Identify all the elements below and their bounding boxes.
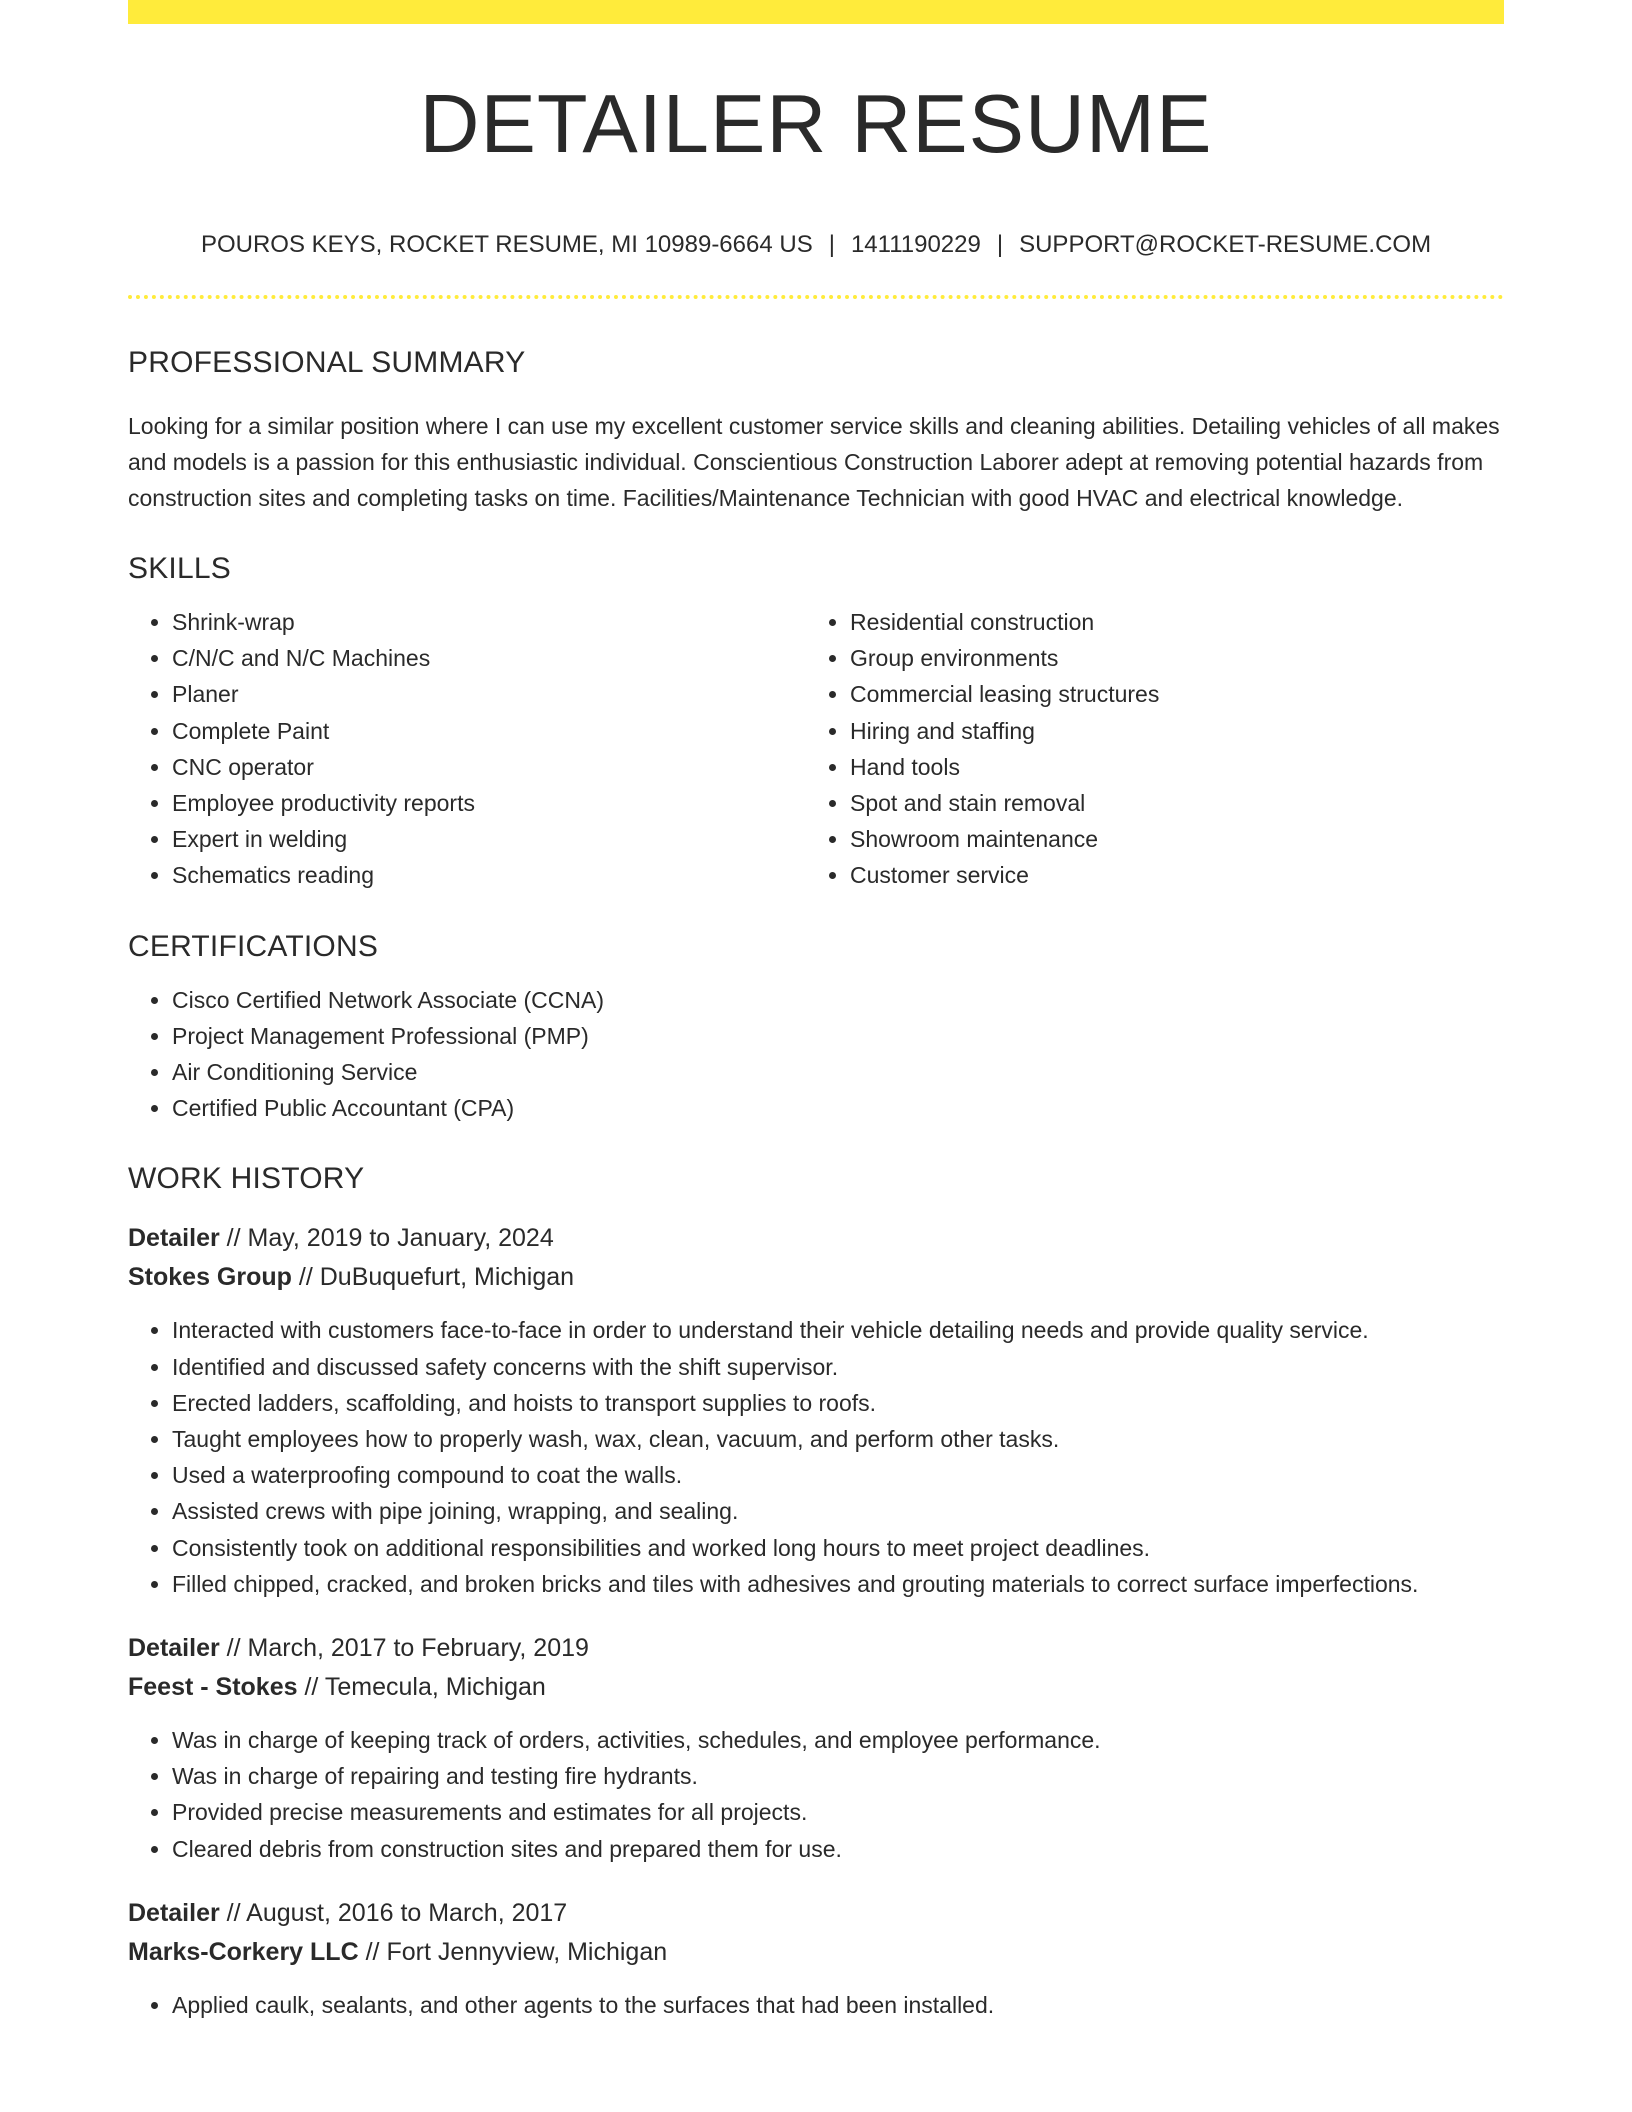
skills-list <box>128 604 1504 894</box>
job-separator: // <box>365 1937 380 1966</box>
skill-item: • Hiring and staffing <box>850 713 1484 749</box>
job-bullet: • Interacted with customers face-to-face in order to understand their vehicle detailing needs and provide quality service. <box>172 1312 1504 1348</box>
job-company-line <box>128 1937 1504 1966</box>
job-bullet: • Consistently took on additional responsibilities and worked long hours to meet project deadlines. <box>172 1530 1504 1566</box>
skill-item: • Spot and stain removal <box>850 785 1484 821</box>
resume-page <box>128 0 1504 2023</box>
skill-item: • Residential construction <box>850 604 1484 640</box>
job-company-line <box>128 1675 1504 1700</box>
job-company: Stokes Group <box>128 1263 292 1292</box>
skill-item: • Commercial leasing structures <box>850 676 1484 712</box>
job-dates: August, 2016 to March, 2017 <box>246 1898 568 1927</box>
job-bullet: • Taught employees how to properly wash, wax, clean, vacuum, and perform other tasks. <box>172 1421 1504 1457</box>
job-bullet: • Identified and discussed safety concerns with the shift supervisor. <box>172 1349 1504 1385</box>
job-bullet: • Used a waterproofing compound to coat the walls. <box>172 1457 1504 1493</box>
skill-item: • Group environments <box>850 640 1484 676</box>
skill-item: • Planer <box>172 676 806 712</box>
skill-item: • Customer service <box>850 857 1484 893</box>
skill-item: • Showroom maintenance <box>850 821 1484 857</box>
job-title: Detailer <box>128 1634 220 1663</box>
top-accent-bar <box>128 0 1504 24</box>
contact-email: SUPPORT@ROCKET-RESUME.COM <box>1019 231 1432 258</box>
skill-item: • Expert in welding <box>172 821 806 857</box>
job-bullet: • Assisted crews with pipe joining, wrapping, and sealing. <box>172 1493 1504 1529</box>
summary-heading: PROFESSIONAL SUMMARY <box>128 346 526 379</box>
skill-item: • CNC operator <box>172 749 806 785</box>
dotted-divider <box>128 295 1504 299</box>
job-bullet: • Filled chipped, cracked, and broken bricks and tiles with adhesives and grouting materials to correct surface imperfections. <box>172 1566 1504 1602</box>
skill-item: • Employee productivity reports <box>172 785 806 821</box>
job-separator: // <box>226 1224 241 1253</box>
contact-separator: | <box>996 231 1004 258</box>
job-title-line <box>128 1898 1504 1927</box>
page-title: DETAILER RESUME <box>419 77 1213 170</box>
certification-item: • Air Conditioning Service <box>172 1054 1504 1090</box>
job-bullet: • Provided precise measurements and estimates for all projects. <box>172 1794 1504 1830</box>
contact-line <box>128 233 1504 257</box>
job-separator: // <box>304 1673 319 1702</box>
job-location: DuBuquefurt, Michigan <box>319 1263 575 1292</box>
job-location: Fort Jennyview, Michigan <box>386 1937 668 1966</box>
certification-item: • Cisco Certified Network Associate (CCNA) <box>172 982 1504 1018</box>
certifications-heading: CERTIFICATIONS <box>128 929 379 963</box>
job-dates: May, 2019 to January, 2024 <box>247 1224 554 1253</box>
job-title-line <box>128 1226 1504 1251</box>
skills-column-right <box>806 604 1484 894</box>
job-bullet: • Applied caulk, sealants, and other agents to the surfaces that had been installed. <box>172 1987 1504 2023</box>
job-company: Marks-Corkery LLC <box>128 1937 359 1966</box>
job-bullet: • Was in charge of keeping track of orders, activities, schedules, and employee performance. <box>172 1722 1504 1758</box>
job-dates: March, 2017 to February, 2019 <box>247 1634 589 1663</box>
skills-heading: SKILLS <box>128 552 231 585</box>
certification-item: • Project Management Professional (PMP) <box>172 1018 1504 1054</box>
job-bullet: • Erected ladders, scaffolding, and hoists to transport supplies to roofs. <box>172 1385 1504 1421</box>
job-separator: // <box>226 1634 241 1663</box>
job-bullet: • Cleared debris from construction sites and prepared them for use. <box>172 1831 1504 1867</box>
job-bullets <box>128 1312 1504 1602</box>
job-entry <box>128 1636 1504 1867</box>
certification-item: • Certified Public Accountant (CPA) <box>172 1090 1504 1126</box>
skill-item: • C/N/C and N/C Machines <box>172 640 806 676</box>
job-bullets <box>128 1722 1504 1867</box>
job-separator: // <box>226 1898 241 1927</box>
summary-text: Looking for a similar position where I can use my excellent customer service skills and cleaning abilities. Detailing vehicles of all makes and models is a passion for this enthusiastic individual. Conscientious Construction Laborer adept at removing potential hazards from construction sites and completing tasks on time. Facilities/Maintenance Technician with good HVAC and electrical knowledge. <box>128 413 1500 511</box>
contact-phone: 1411190229 <box>850 231 981 258</box>
job-separator: // <box>298 1263 313 1292</box>
certifications-list <box>128 982 1504 1127</box>
contact-separator: | <box>828 231 835 258</box>
job-entry <box>128 1898 1504 2023</box>
contact-address: POUROS KEYS, ROCKET RESUME, MI 10989-6664 US <box>200 231 813 258</box>
job-location: Temecula, Michigan <box>324 1673 546 1702</box>
job-company-line <box>128 1265 1504 1290</box>
skill-item: • Shrink-wrap <box>172 604 806 640</box>
work-history-heading: WORK HISTORY <box>128 1162 365 1196</box>
skill-item: • Schematics reading <box>172 857 806 893</box>
job-title-line <box>128 1636 1504 1661</box>
job-bullets <box>128 1987 1504 2023</box>
job-bullet: • Was in charge of repairing and testing fire hydrants. <box>172 1758 1504 1794</box>
skill-item: • Complete Paint <box>172 713 806 749</box>
job-company: Feest - Stokes <box>128 1673 298 1702</box>
job-title: Detailer <box>128 1224 220 1253</box>
skills-column-left <box>128 604 806 894</box>
job-entry <box>128 1226 1504 1602</box>
skill-item: • Hand tools <box>850 749 1484 785</box>
job-title: Detailer <box>128 1898 220 1927</box>
